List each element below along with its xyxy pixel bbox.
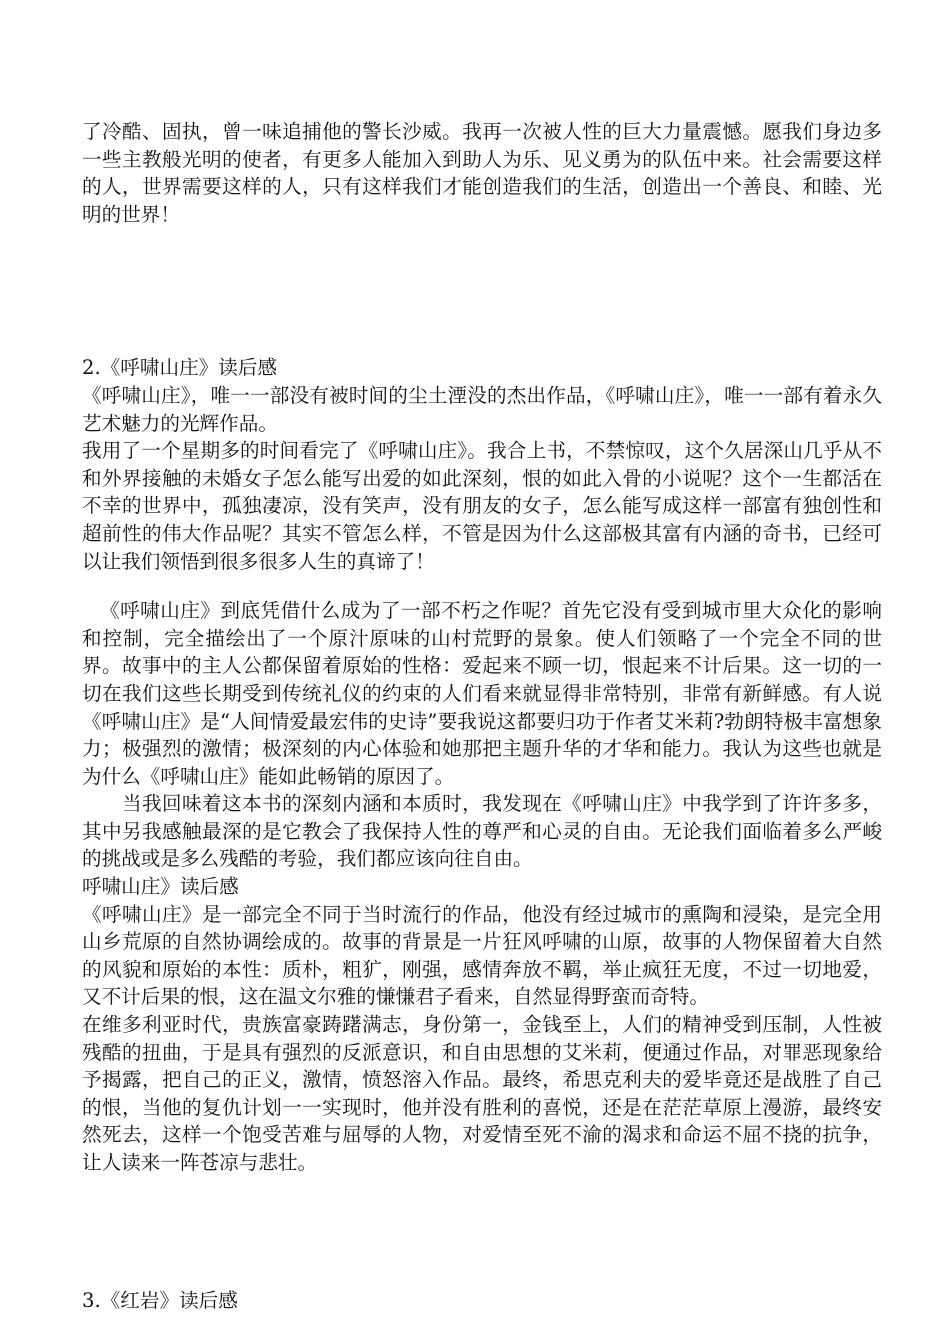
section2-paragraph-5: 《呼啸山庄》是一部完全不同于当时流行的作品，他没有经过城市的熏陶和浸染，是完全用山乡荒原的自然协调绘成的。故事的背景是一片狂风呼啸的山原，故事的人物保留着大自然的风貌和原始的本性：质朴，粗犷，刚强，感情奔放不羁，举止疯狂无度，不过一切地爱，又不计后果的恨，这在温文尔雅的慊慊君子看来，自然显得野蛮而奇特。 xyxy=(82,902,882,1009)
section2-paragraph-4: 当我回味着这本书的深刻内涵和本质时，我发现在《呼啸山庄》中我学到了许许多多，其中另我感触最深的是它教会了我保持人性的尊严和心灵的自由。无论我们面临着多么严峻的挑战或是多么残酷的考验，我们都应该向往自由。 xyxy=(82,792,882,871)
section1-tail-paragraph: 了冷酷、固执，曾一味追捕他的警长沙威。我再一次被人性的巨大力量震憾。愿我们身边多一些主教般光明的使者，有更多人能加入到助人为乐、见义勇为的队伍中来。社会需要这样的人，世界需要这样的人，只有这样我们才能创造我们的生活，创造出一个善良、和睦、光明的世界！ xyxy=(82,120,882,226)
section2-subheading: 呼啸山庄》读后感 xyxy=(82,875,239,899)
section2-heading: 2.《呼啸山庄》读后感 xyxy=(82,356,278,380)
spacer xyxy=(82,1177,882,1287)
section2-paragraph-6: 在维多利亚时代，贵族富豪踌躇满志，身份第一，金钱至上，人们的精神受到压制，人性被残酷的扭曲，于是具有强烈的反派意识，和自由思想的艾米莉，便通过作品，对罪恶现象给予揭露，把自己的正义，激情，愤怒溶入作品。最终，希思克利夫的爱毕竟还是战胜了自己的恨，当他的复仇计划一一实现时，他并没有胜利的喜悦，还是在茫茫草原上漫游，最终安然死去，这样一个饱受苦难与屈辱的人物，对爱情至死不渝的渴求和命运不屈不挠的抗争，让人读来一阵苍凉与悲壮。 xyxy=(82,1013,882,1174)
spacer xyxy=(82,575,882,597)
document-page xyxy=(82,118,882,1314)
section2-paragraph-2: 我用了一个星期多的时间看完了《呼啸山庄》。我合上书，不禁惊叹，这个久居深山几乎从不和外界接触的未婚女子怎么能写出爱的如此深刻，恨的如此入骨的小说呢？这个一生都活在不幸的世界中，孤独凄凉，没有笑声，没有朋友的女子，怎么能写成这样一部富有独创性和超前性的伟大作品呢？其实不管怎么样，不管是因为什么这部极其富有内涵的奇书，已经可以让我们领悟到很多很多人生的真谛了！ xyxy=(82,439,882,573)
section2-paragraph-3: 《呼啸山庄》到底凭借什么成为了一部不朽之作呢？首先它没有受到城市里大众化的影响和控制，完全描绘出了一个原汁原味的山村荒野的景象。使人们领略了一个完全不同的世界。故事中的主人公都保留着原始的性格：爱起来不顾一切，恨起来不计后果。这一切的一切在我们这些长期受到传统礼仪的约束的人们看来就显得非常特别，非常有新鲜感。有人说《呼啸山庄》是“人间情爱最宏伟的史诗”要我说这都要归功于作者艾米莉?勃朗特极丰富想象力；极强烈的激情；极深刻的内心体验和她那把主题升华的才华和能力。我认为这些也就是为什么《呼啸山庄》能如此畅销的原因了。 xyxy=(82,599,882,788)
spacer xyxy=(82,228,882,354)
section2-paragraph-1: 《呼啸山庄》，唯一一部没有被时间的尘土湮没的杰出作品，《呼啸山庄》，唯一一部有着永久艺术魅力的光辉作品。 xyxy=(82,383,882,435)
section3-heading: 3.《红岩》读后感 xyxy=(82,1288,238,1312)
